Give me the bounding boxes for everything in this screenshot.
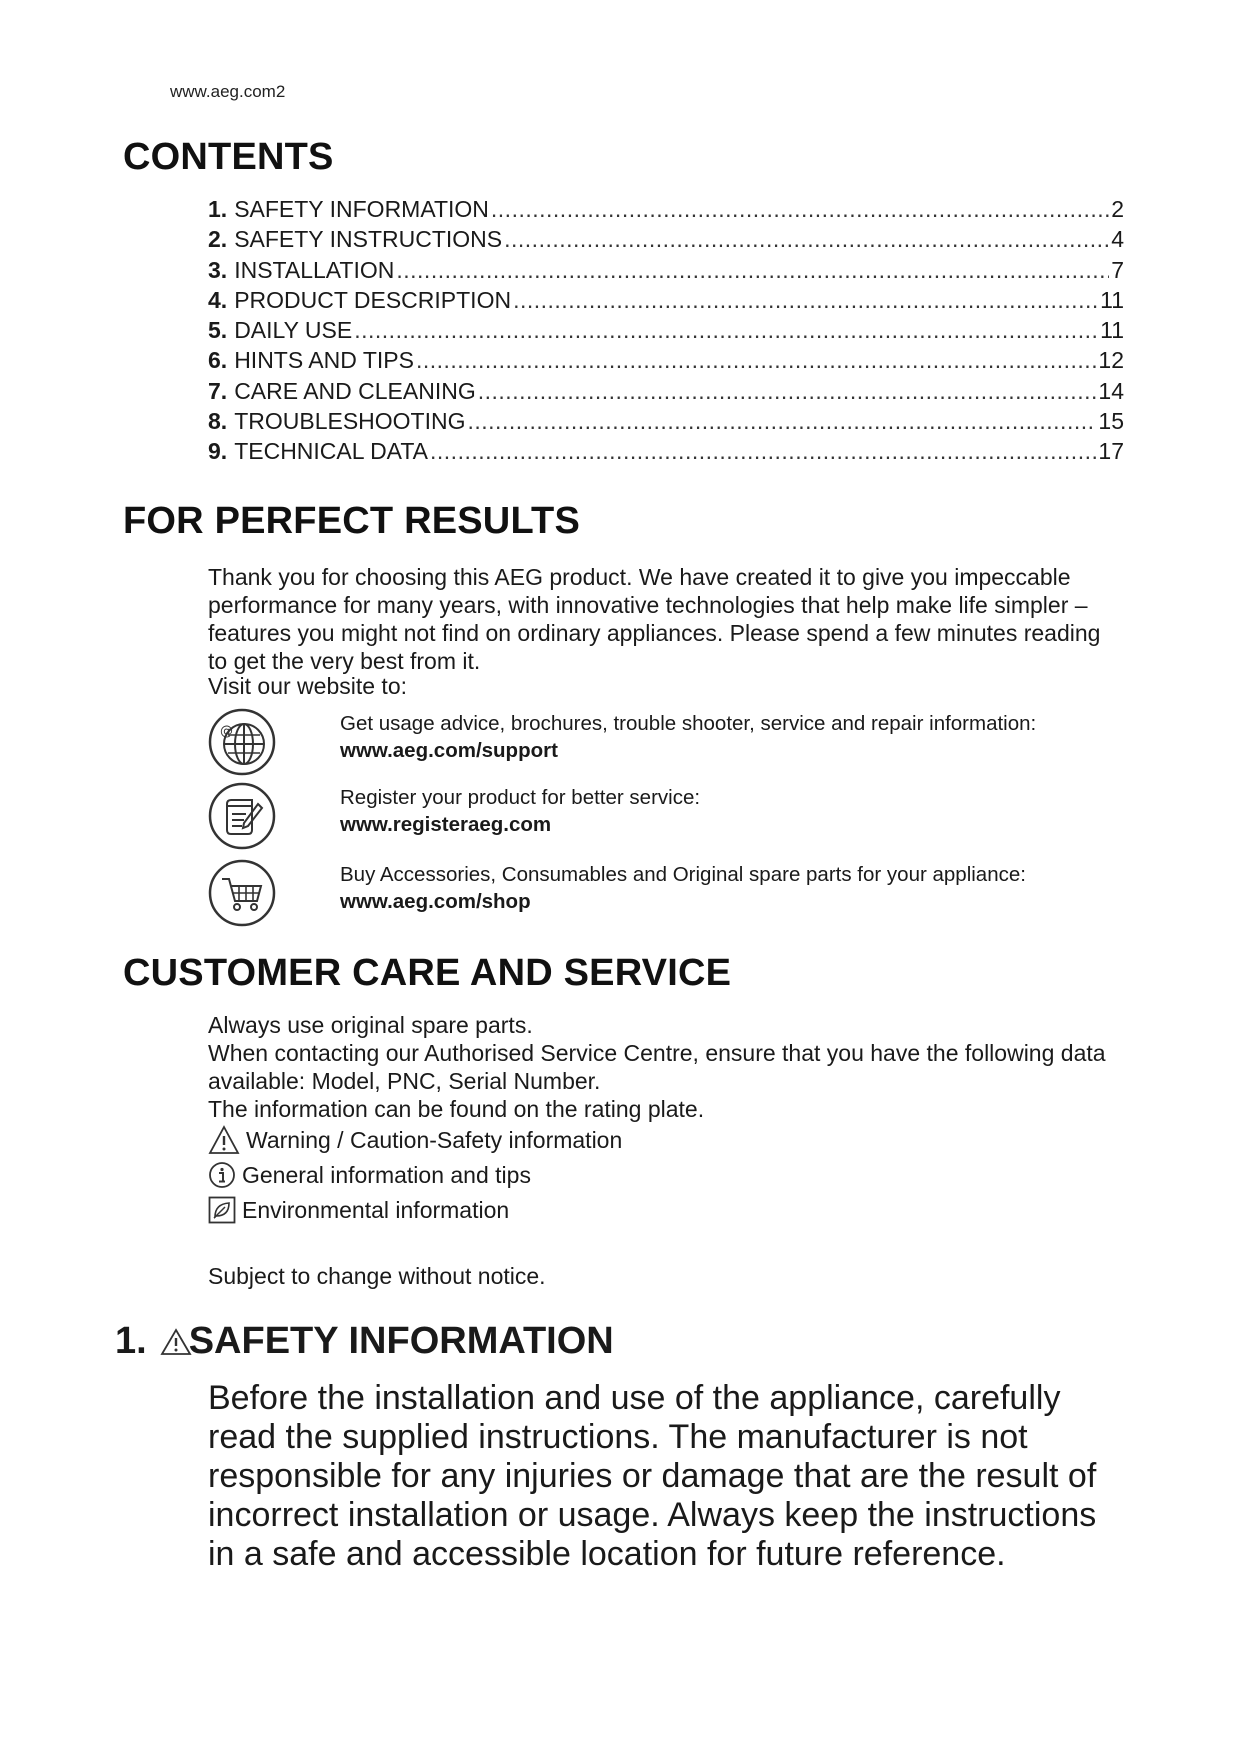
toc-item[interactable] xyxy=(208,257,1124,287)
shop-link-item xyxy=(208,859,1128,929)
safety-information-heading xyxy=(115,1320,614,1363)
toc-item-number: 7. xyxy=(208,377,228,404)
register-link-text xyxy=(340,784,700,838)
toc-leader-dots xyxy=(354,317,1098,344)
toc-item-label: CARE AND CLEANING xyxy=(234,377,476,404)
perfect-results-title: FOR PERFECT RESULTS xyxy=(123,500,580,542)
legend-info-label: General information and tips xyxy=(242,1161,531,1188)
toc-leader-dots xyxy=(504,226,1109,253)
toc-item-number: 5. xyxy=(208,317,228,344)
toc-item-number: 2. xyxy=(208,226,228,253)
care-line-spare-parts: Always use original spare parts. xyxy=(208,1012,533,1038)
toc-item-label: SAFETY INFORMATION xyxy=(234,196,489,222)
toc-leader-dots xyxy=(396,257,1109,284)
contents-title: CONTENTS xyxy=(123,136,334,178)
legend-info xyxy=(208,1161,531,1189)
toc-item-number: 6. xyxy=(208,347,228,374)
toc-item-number: 8. xyxy=(208,408,228,435)
warning-triangle-icon xyxy=(159,1327,193,1357)
legend-warning xyxy=(208,1125,622,1155)
care-line-contacting: When contacting our Authorised Service Centre, ensure that you have the following data available: Model, PNC, Serial Number. xyxy=(208,1040,1106,1094)
leaf-icon xyxy=(208,1196,236,1224)
toc-item-label: TECHNICAL DATA xyxy=(234,438,429,465)
register-description: Register your product for better service: xyxy=(340,786,701,809)
toc-leader-dots xyxy=(416,347,1096,374)
shop-url-link[interactable]: www.aeg.com/shop xyxy=(340,890,531,913)
toc-item-label: SAFETY INSTRUCTIONS xyxy=(234,226,503,253)
toc-item-label: PRODUCT DESCRIPTION xyxy=(234,286,512,313)
support-link-text xyxy=(340,710,1036,764)
shop-link-text xyxy=(340,861,1026,915)
change-notice: Subject to change without notice. xyxy=(208,1263,546,1289)
globe-icon xyxy=(208,708,276,776)
register-link-item xyxy=(208,782,1128,852)
toc-leader-dots xyxy=(513,287,1098,314)
toc-leader-dots xyxy=(468,408,1097,435)
toc-item-number: 1. xyxy=(208,196,228,222)
register-form-icon xyxy=(208,782,276,850)
toc-leader-dots xyxy=(491,196,1109,223)
safety-intro-paragraph: Before the installation and use of the appliance, carefully read the supplied instructions. The manufacturer is not responsible for any injuries or damage that are the result of incorrect installation or usage. Always keep the instructions in a safe and accessible location for future reference. xyxy=(208,1379,1097,1573)
warning-triangle-icon xyxy=(208,1125,240,1155)
toc-item[interactable] xyxy=(208,408,1124,438)
intro-paragraph: Thank you for choosing this AEG product. We have created it to give you impeccable performance for many years, with innovative technologies that help make life simpler – features you might not find on ordinary appliances. Please spend a few minutes reading to get the very best from it. xyxy=(208,564,1101,674)
toc-item-page: 15 xyxy=(1098,408,1124,435)
toc-item[interactable] xyxy=(208,196,1124,226)
shopping-cart-icon xyxy=(208,859,276,927)
toc-item-page: 17 xyxy=(1098,438,1124,465)
shop-description: Buy Accessories, Consumables and Original spare parts for your appliance: xyxy=(340,863,1026,886)
toc-item-number: 3. xyxy=(208,256,228,283)
legend-env-label: Environmental information xyxy=(242,1196,510,1223)
toc-item-label: DAILY USE xyxy=(234,317,353,344)
toc-item[interactable] xyxy=(208,226,1124,256)
toc-item-page: 7 xyxy=(1111,256,1124,283)
toc-item-page: 2 xyxy=(1111,196,1124,222)
support-link-item xyxy=(208,708,1128,778)
toc-item-number: 9. xyxy=(208,438,228,465)
section-number: 1. xyxy=(115,1320,147,1362)
toc-item[interactable] xyxy=(208,378,1124,408)
register-url-link[interactable]: www.registeraeg.com xyxy=(340,813,552,836)
safety-title-text: SAFETY INFORMATION xyxy=(188,1320,614,1362)
toc-leader-dots xyxy=(478,378,1097,405)
support-url-link[interactable]: www.aeg.com/support xyxy=(340,739,558,762)
support-description: Get usage advice, brochures, trouble shooter, service and repair information: xyxy=(340,712,1037,735)
toc-item-page: 11 xyxy=(1100,286,1124,313)
toc-item-page: 12 xyxy=(1098,347,1124,374)
header-url: www.aeg.com2 xyxy=(170,82,286,101)
toc-item[interactable] xyxy=(208,287,1124,317)
toc-item-label: TROUBLESHOOTING xyxy=(234,408,466,435)
info-icon xyxy=(208,1161,236,1189)
toc-item-page: 11 xyxy=(1100,317,1124,344)
customer-care-text xyxy=(208,1011,1108,1123)
table-of-contents xyxy=(208,196,1124,469)
visit-website-label: Visit our website to: xyxy=(208,673,408,699)
toc-item[interactable] xyxy=(208,317,1124,347)
toc-item-page: 4 xyxy=(1111,226,1124,253)
customer-care-title: CUSTOMER CARE AND SERVICE xyxy=(123,952,732,994)
toc-item[interactable] xyxy=(208,438,1124,468)
legend-warning-label: Warning / Caution-Safety information xyxy=(246,1126,623,1153)
toc-item[interactable] xyxy=(208,347,1124,377)
legend-environment xyxy=(208,1196,509,1224)
care-line-rating-plate: The information can be found on the rating plate. xyxy=(208,1096,705,1122)
svg-text:@: @ xyxy=(220,724,233,739)
toc-item-label: HINTS AND TIPS xyxy=(234,347,414,374)
toc-leader-dots xyxy=(430,438,1096,465)
toc-item-label: INSTALLATION xyxy=(234,256,395,283)
toc-item-number: 4. xyxy=(208,286,228,313)
toc-item-page: 14 xyxy=(1098,377,1124,404)
